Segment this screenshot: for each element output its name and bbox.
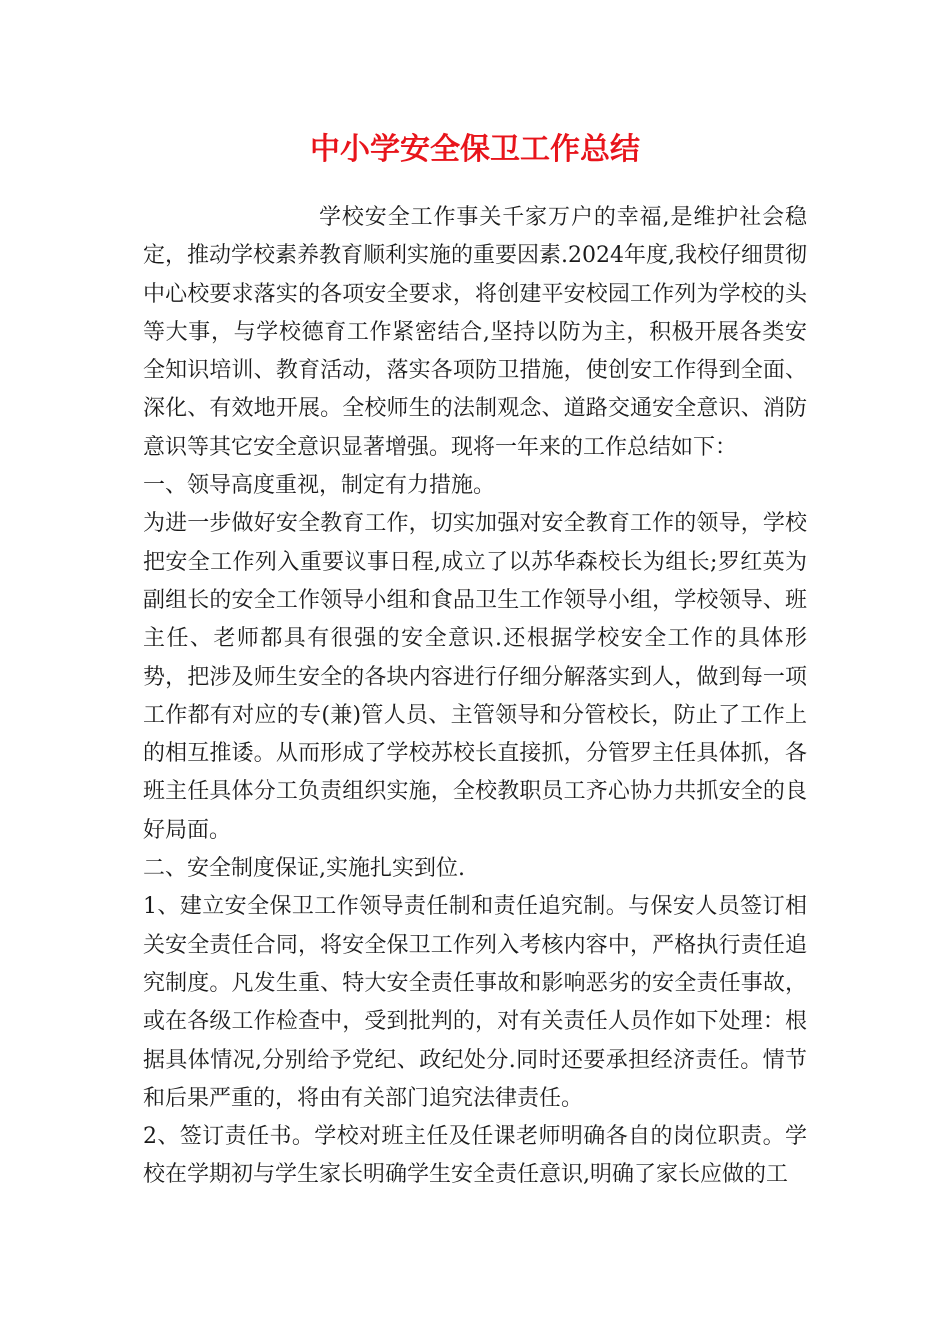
- intro-paragraph: 学校安全工作事关千家万户的幸福,是维护社会稳定，推动学校素养教育顺利实施的重要因素.2024年度,我校仔细贯彻中心校要求落实的各项安全要求，将创建平安校园工作列为学校的头等大事，与学校德育工作紧密结合,坚持以防为主，积极开展各类安全知识培训、教育活动，落实各项防卫措施，使创安工作得到全面、深化、有效地开展。全校师生的法制观念、道路交通安全意识、消防意识等其它安全意识显著增强。现将一年来的工作总结如下：: [143, 205, 807, 460]
- body-paragraph: 2、签订责任书。学校对班主任及任课老师明确各自的岗位职责。学校在学期初与学生家长明确学生安全责任意识,明确了家长应做的工: [143, 1124, 807, 1188]
- section-heading-1: 一、领导高度重视，制定有力措施。: [143, 473, 496, 499]
- body-paragraph: 为进一步做好安全教育工作，切实加强对安全教育工作的领导，学校把安全工作列入重要议事日程,成立了以苏华森校长为组长;罗红英为副组长的安全工作领导小组和食品卫生工作领导小组，学校领导、班主任、老师都具有很强的安全意识.还根据学校安全工作的具体形势，把涉及师生安全的各块内容进行仔细分解落实到人，做到每一项工作都有对应的专(兼)管人员、主管领导和分管校长，防止了工作上的相互推诿。从而形成了学校苏校长直接抓，分管罗主任具体抓，各班主任具体分工负责组织实施，全校教职员工齐心协力共抓安全的良好局面。: [143, 511, 807, 843]
- document-body: [143, 199, 807, 1195]
- section-heading-2: 二、安全制度保证,实施扎实到位.: [143, 856, 465, 882]
- document-title: 中小学安全保卫工作总结: [310, 132, 640, 167]
- body-paragraph: 1、建立安全保卫工作领导责任制和责任追究制。与保安人员签订相关安全责任合同，将安全保卫工作列入考核内容中，严格执行责任追究制度。凡发生重、特大安全责任事故和影响恶劣的安全责任事故，或在各级工作检查中，受到批判的，对有关责任人员作如下处理：根据具体情况,分别给予党纪、政纪处分.同时还要承担经济责任。情节和后果严重的，将由有关部门追究法律责任。: [143, 894, 807, 1111]
